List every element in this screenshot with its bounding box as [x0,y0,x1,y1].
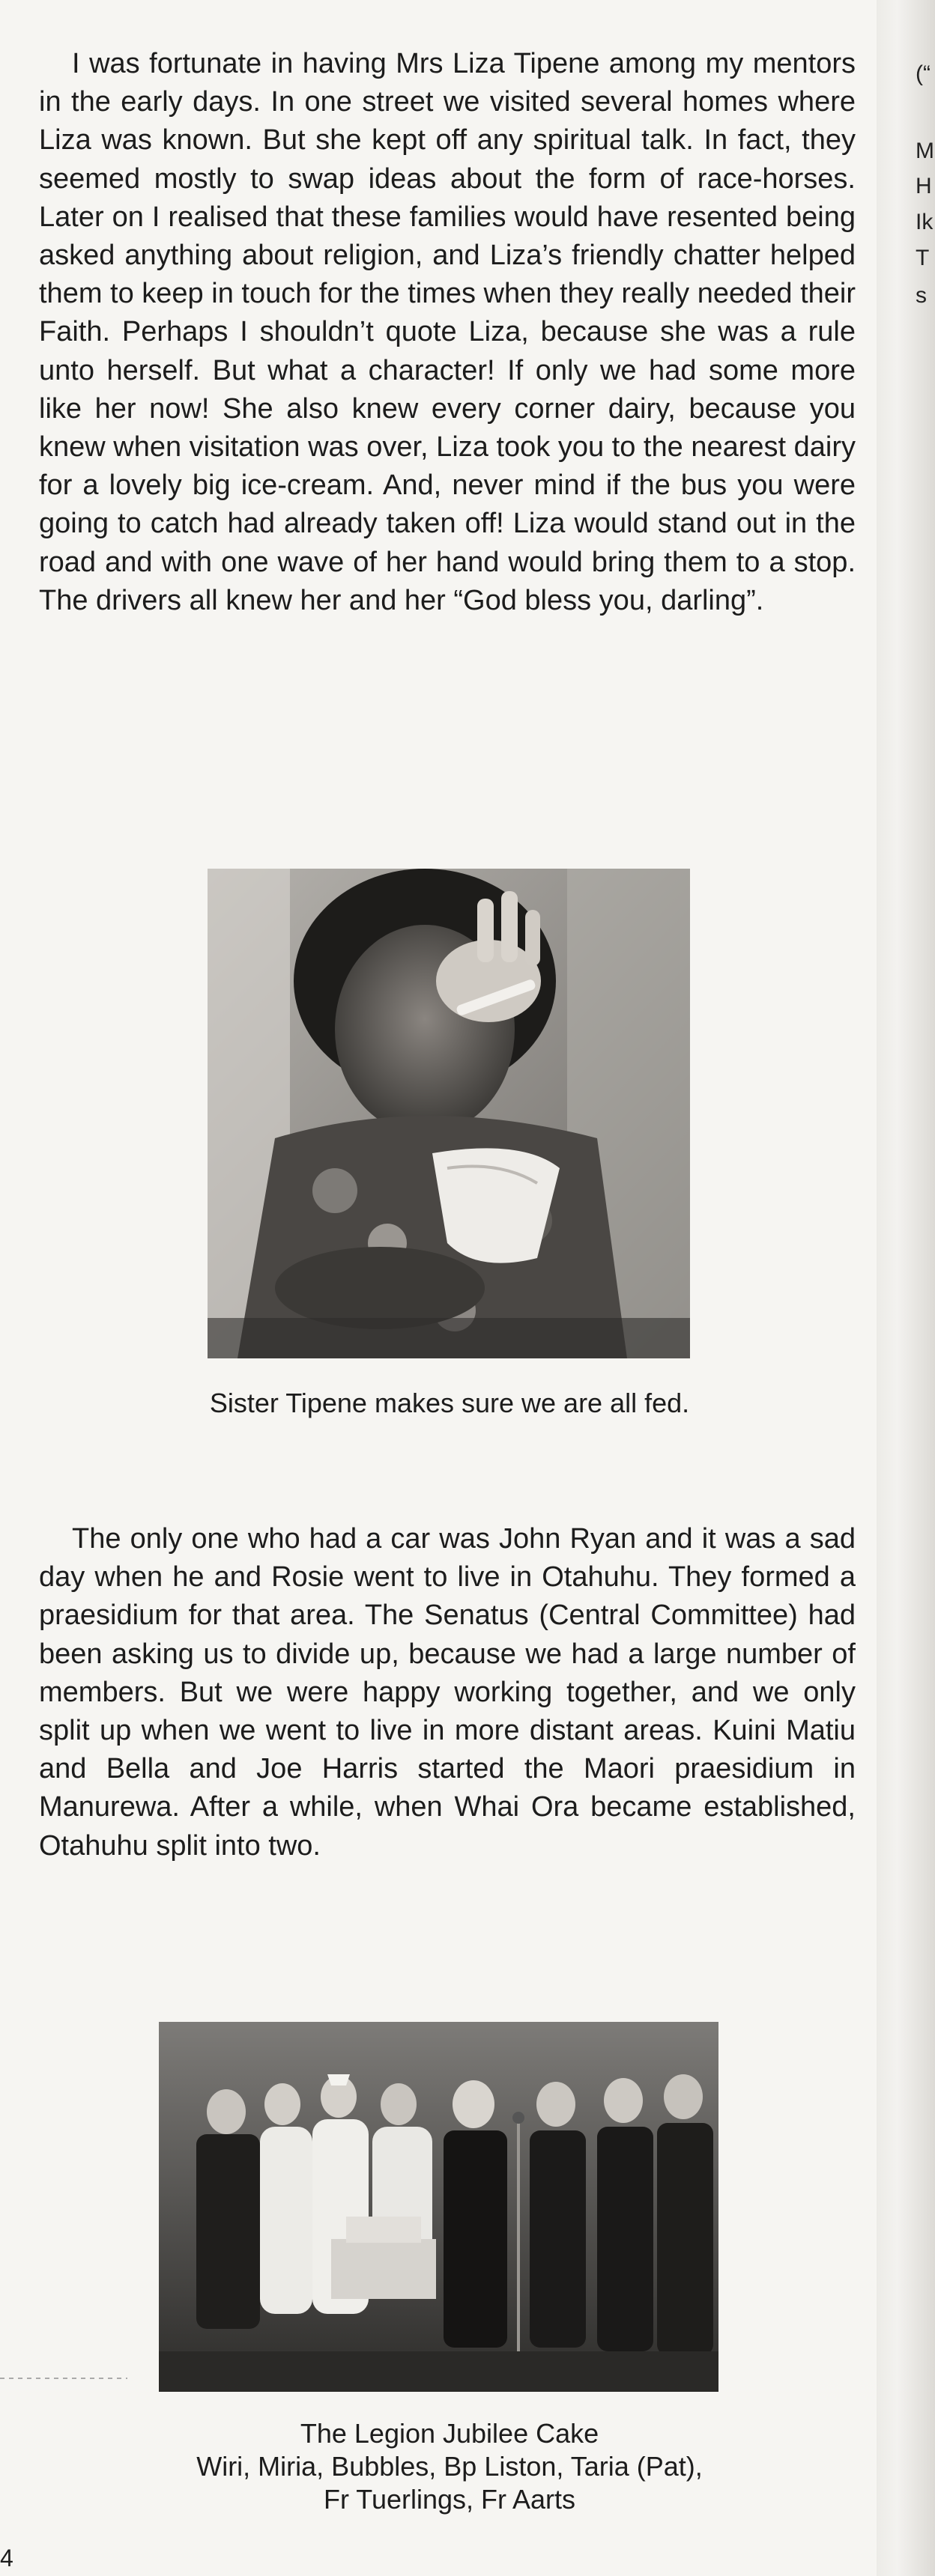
photo-caption-names: Fr Tuerlings, Fr Aarts [323,2484,576,2515]
page-number: 4 [0,2545,13,2572]
photo-caption: Sister Tipene makes sure we are all fed. [209,1388,690,1418]
body-paragraph: I was fortunate in having Mrs Liza Tipene among my mentors in the early days. In one street we visited several homes where Liza was known. But she kept off any spiritual talk. In fact, they seemed mostly to swap ideas about the form of race-horses. Later on I realised that these families would have resented being asked anything about religion, and Liza’s friendly chatter helped them to keep in touch for the times when they really needed their Faith. Perhaps I shouldn’t quote Liza, because she was a rule unto herself. But what a character! If only we had some more like her now! She also knew every corner dairy, because you knew when visitation was over, Liza took you to the nearest dairy for a lovely big ice-cream. And, never mind if the bus you were going to catch had already taken off! Liza would stand out in the road and with one wave of her hand would bring them to a stop. The drivers all knew her and her “God bless you, darling”. [39,48,856,616]
facing-page-fragment: s [916,283,927,308]
photo-caption-title: The Legion Jubilee Cake [300,2418,599,2449]
facing-page-fragment: Ik [916,210,934,234]
facing-page-fragment: (“ [916,61,931,86]
facing-page-fragment: H [916,174,932,198]
facing-page-fragment: T [916,246,930,270]
body-paragraph: The only one who had a car was John Ryan and it was a sad day when he and Rosie went to live in Otahuhu. They formed a praesidium for that area. The Senatus (Central Committee) had been asking us to divide up, because we had a large number of members. But we were happy working together, and we only split up when we went to live in more distant areas. Kuini Matiu and Bella and Joe Harris started the Maori praesidium in Manurewa. After a while, when Whai Ora became established, Otahuhu split into two. [39,1523,856,1862]
photo-caption-names: Wiri, Miria, Bubbles, Bp Liston, Taria (Pat), [196,2451,703,2482]
photo-legion-jubilee-cake-image [159,2022,718,2392]
photo-sister-tipene [208,869,690,1358]
scan-artifact [0,2378,127,2379]
book-gutter [877,0,935,2576]
photo-legion-jubilee-cake [159,2022,718,2392]
facing-page-fragment: M [916,139,934,163]
photo-sister-tipene-image [208,869,690,1358]
